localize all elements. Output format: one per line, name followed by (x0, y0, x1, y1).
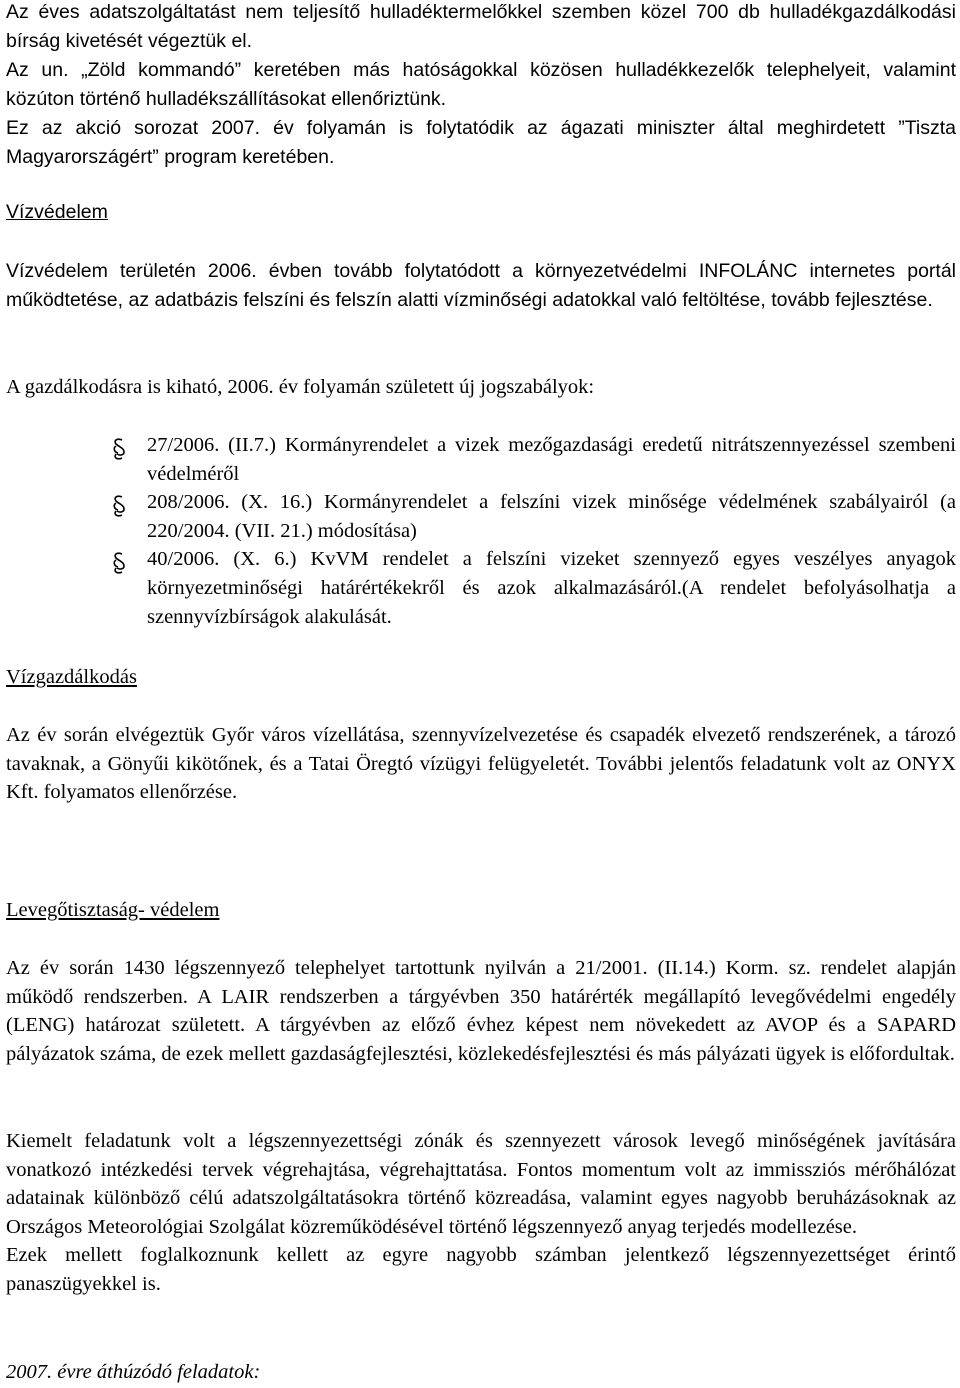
law-list (6, 431, 956, 631)
intro-paragraph-1: Az éves adatszolgáltatást nem teljesítő hulladéktermelőkkel szemben közel 700 db hulladékgazdálkodási bírság kivetését végeztük el. (6, 1, 956, 52)
levego-paragraph-3: Ezek mellett foglalkoznunk kellett az egyre nagyobb számban jelentkező légszennyezettséget érintő panaszügyekkel is. (6, 1244, 956, 1295)
vizvedelem-body (6, 257, 956, 315)
vizvedelem-laws-intro-block (6, 373, 956, 402)
levego-heading-block (6, 896, 956, 925)
law-item (6, 431, 956, 488)
vizgazdalkodas-heading: Vízgazdálkodás (6, 666, 137, 688)
vizvedelem-paragraph-1: Vízvédelem területén 2006. évben tovább folytatódott a környezetvédelmi INFOLÁNC internetes portál működtetése, az adatbázis felszíni és felszín alatti vízminőségi adatokkal való feltöltése, tovább fejlesztése. (6, 260, 956, 311)
section-sign-bullet-icon (109, 494, 129, 518)
levego-paragraph-1: Az év során 1430 légszennyező telephelyet tartottunk nyilván a 21/2001. (II.14.) Korm. sz. rendelet alapján működő rendszerben. A LAIR rendszerben a tárgyévben 350 határérték megállapító levegővédelmi engedély (LENG) határozat született. A tárgyévben az előző évhez képest nem növekedett az AVOP és a SAPARD pályázatok száma, de ezek mellett gazdaságfejlesztési, közlekedésfejlesztési és más pályázati ügyek is előfordultak. (6, 957, 956, 1065)
levego-paragraph-2: Kiemelt feladatunk volt a légszennyezettségi zónák és szennyezett városok levegő minőségének javítására vonatkozó intézkedési tervek végrehajtása, végrehajttatása. Fontos momentum volt az immissziós mérőhálózat adatainak különböző célú adatszolgáltatásokra történő közreadása, valamint egyes nagyobb beruházásoknak az Országos Meteorológiai Szolgálat közreműködésével történő légszennyező anyag terjedés modellezése. (6, 1130, 956, 1238)
vizgazdalkodas-body (6, 721, 956, 807)
law-item-text: 208/2006. (X. 16.) Kormányrendelet a felszíni vizek minősége védelmének szabályairól (a 220/2004. (VII. 21.) módosítása) (147, 491, 956, 542)
intro-section (6, 0, 956, 172)
levego-heading: Levegőtisztaság- védelem (6, 899, 220, 921)
law-list-block (6, 431, 956, 631)
law-item (6, 488, 956, 545)
vizvedelem-laws-intro: A gazdálkodásra is kiható, 2006. év folyamán született új jogszabályok: (6, 376, 595, 398)
law-item-text: 40/2006. (X. 6.) KvVM rendelet a felszíni vizeket szennyező egyes veszélyes anyagok környezetminőségi határértékekről és azok alkalmazásáról.(A rendelet befolyásolhatja a szennyvízbírságok alakulását. (147, 548, 956, 628)
levego-body-2 (6, 1127, 956, 1299)
intro-paragraph-3: Ez az akció sorozat 2007. év folyamán is folytatódik az ágazati miniszter által meghirdetett ”Tiszta Magyarországért” program keretében. (6, 117, 956, 168)
law-item-text: 27/2006. (II.7.) Kormányrendelet a vizek mezőgazdasági eredetű nitrátszennyezéssel szembeni védelméről (147, 434, 956, 485)
vizgazdalkodas-heading-block (6, 663, 956, 692)
tasks-2007-heading: 2007. évre áthúzódó feladatok: (6, 1361, 261, 1383)
vizvedelem-heading-block (6, 198, 956, 227)
tasks-2007-heading-block (6, 1358, 956, 1387)
levego-body-1 (6, 954, 956, 1068)
law-item (6, 545, 956, 631)
section-sign-bullet-icon (109, 551, 129, 575)
section-sign-bullet-icon (109, 437, 129, 461)
intro-paragraph-2: Az un. „Zöld kommandó” keretében más hatóságokkal közösen hulladékkezelők telephelyeit, valamint közúton történő hulladékszállításokat ellenőriztünk. (6, 59, 956, 110)
vizvedelem-heading: Vízvédelem (6, 201, 108, 223)
vizgazdalkodas-paragraph: Az év során elvégeztük Győr város vízellátása, szennyvízelvezetése és csapadék elvezető rendszerének, a tározó tavaknak, a Gönyűi kikötőnek, és a Tatai Öregtó vízügyi felügyeletét. További jelentős feladatunk volt az ONYX Kft. folyamatos ellenőrzése. (6, 724, 956, 804)
